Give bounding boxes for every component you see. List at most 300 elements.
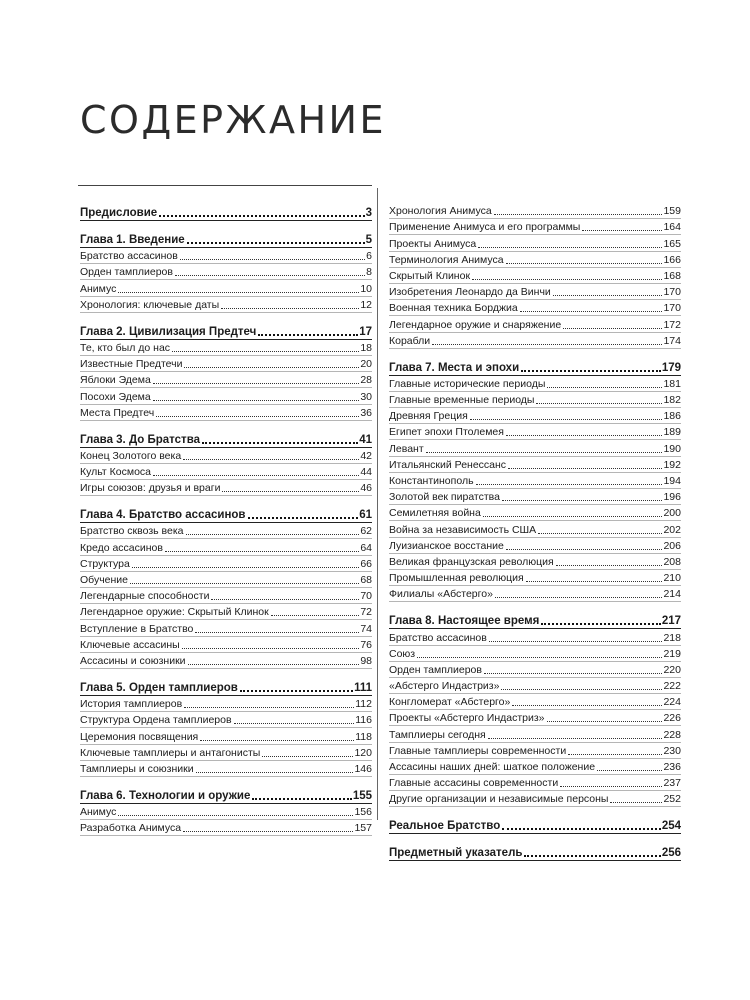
toc-entry-label: Тамплиеры сегодня bbox=[389, 728, 486, 741]
toc-entry-page-number: 5 bbox=[365, 234, 372, 246]
toc-entry-page-number: 3 bbox=[365, 207, 372, 219]
toc-entry-label: Тамплиеры и союзники bbox=[80, 762, 194, 775]
toc-chapter-entry[interactable] bbox=[389, 611, 681, 629]
toc-entry-label: Глава 7. Места и эпохи bbox=[389, 361, 520, 374]
toc-section-entry[interactable] bbox=[389, 521, 681, 537]
toc-entry-label: Известные Предтечи bbox=[80, 358, 183, 371]
toc-entry-page-number: 42 bbox=[360, 449, 372, 462]
section-gap bbox=[80, 421, 372, 430]
dot-leader bbox=[495, 597, 663, 598]
toc-entry-page-number: 192 bbox=[663, 458, 681, 471]
toc-section-entry[interactable] bbox=[389, 570, 681, 586]
toc-entry-page-number: 155 bbox=[352, 789, 372, 802]
toc-section-entry[interactable] bbox=[389, 235, 681, 251]
toc-entry-page-number: 118 bbox=[355, 730, 372, 743]
section-gap bbox=[80, 777, 372, 786]
toc-entry-label: Те, кто был до нас bbox=[80, 341, 171, 354]
toc-section-entry[interactable] bbox=[389, 376, 681, 392]
toc-section-entry[interactable] bbox=[389, 252, 681, 268]
dot-leader bbox=[211, 599, 359, 600]
toc-entry-label: Союз bbox=[389, 647, 416, 660]
toc-entry-label: Предметный указатель bbox=[389, 847, 523, 860]
toc-entry-label: Главные ассасины современности bbox=[389, 777, 559, 790]
toc-entry-label: Другие организации и независимые персоны bbox=[389, 793, 609, 806]
dot-leader bbox=[240, 690, 353, 692]
dot-leader bbox=[188, 664, 360, 665]
toc-left-column bbox=[80, 203, 372, 836]
toc-section-entry[interactable] bbox=[389, 457, 681, 473]
toc-right-column bbox=[389, 203, 681, 861]
toc-entry-page-number: 116 bbox=[355, 714, 372, 727]
dot-leader bbox=[165, 551, 359, 552]
dot-leader bbox=[484, 673, 662, 674]
section-gap bbox=[389, 349, 681, 358]
dot-leader bbox=[476, 484, 663, 485]
toc-entry-label: Яблоки Эдема bbox=[80, 374, 151, 387]
section-gap bbox=[80, 313, 372, 322]
toc-section-entry[interactable] bbox=[80, 556, 372, 572]
toc-entry-page-number: 36 bbox=[360, 406, 372, 419]
toc-section-entry[interactable] bbox=[389, 726, 681, 742]
toc-entry-label: Легендарные способности bbox=[80, 590, 210, 603]
toc-section-entry[interactable] bbox=[389, 300, 681, 316]
toc-entry-page-number: 166 bbox=[663, 253, 681, 266]
toc-entry-page-number: 194 bbox=[663, 475, 681, 487]
toc-entry-label: Война за независимость США bbox=[389, 523, 537, 536]
toc-section-entry[interactable] bbox=[389, 743, 681, 759]
dot-leader bbox=[175, 275, 365, 276]
toc-chapter-entry[interactable] bbox=[80, 322, 372, 340]
toc-entry-label: Структура bbox=[80, 557, 130, 570]
dot-leader bbox=[568, 754, 662, 755]
dot-leader bbox=[563, 328, 662, 329]
toc-entry-page-number: 111 bbox=[354, 681, 372, 694]
toc-entry-page-number: 210 bbox=[663, 572, 681, 585]
dot-leader bbox=[556, 565, 663, 566]
toc-entry-page-number: 206 bbox=[663, 539, 681, 552]
toc-entry-page-number: 220 bbox=[663, 663, 681, 676]
toc-entry-label: Орден тамплиеров bbox=[80, 266, 173, 279]
dot-leader bbox=[184, 367, 359, 368]
toc-section-entry[interactable] bbox=[389, 203, 681, 219]
toc-entry-page-number: 64 bbox=[360, 541, 372, 554]
toc-entry-page-number: 159 bbox=[663, 205, 681, 218]
toc-entry-label: Левант bbox=[389, 442, 424, 455]
toc-section-entry[interactable] bbox=[80, 728, 372, 744]
toc-entry-label: Золотой век пиратства bbox=[389, 491, 500, 504]
toc-section-entry[interactable] bbox=[389, 554, 681, 570]
toc-section-entry[interactable] bbox=[80, 464, 372, 480]
dot-leader bbox=[432, 344, 662, 345]
dot-leader bbox=[195, 632, 359, 633]
toc-entry-page-number: 236 bbox=[663, 761, 681, 773]
dot-leader bbox=[221, 308, 359, 309]
dot-leader bbox=[541, 623, 660, 625]
toc-entry-label: Военная техника Борджиа bbox=[389, 302, 518, 315]
toc-section-entry[interactable] bbox=[80, 388, 372, 404]
toc-entry-label: Предисловие bbox=[80, 207, 158, 219]
toc-entry-page-number: 186 bbox=[663, 410, 681, 423]
dot-leader bbox=[547, 721, 663, 722]
toc-entry-page-number: 61 bbox=[359, 509, 372, 522]
toc-entry-label: Итальянский Ренессанс bbox=[389, 458, 507, 471]
toc-section-entry[interactable] bbox=[80, 280, 372, 296]
toc-entry-label: Скрытый Клинок bbox=[389, 269, 471, 282]
dot-leader bbox=[582, 230, 662, 231]
toc-section-entry[interactable] bbox=[389, 392, 681, 408]
toc-entry-label: Глава 4. Братство ассасинов bbox=[80, 509, 246, 522]
toc-entry-page-number: 230 bbox=[663, 744, 681, 757]
dot-leader bbox=[472, 279, 662, 280]
toc-entry-page-number: 237 bbox=[663, 777, 681, 790]
toc-section-entry[interactable] bbox=[80, 356, 372, 372]
section-gap bbox=[389, 807, 681, 816]
toc-entry-page-number: 28 bbox=[360, 374, 372, 387]
toc-section-entry[interactable] bbox=[389, 586, 681, 602]
toc-entry-page-number: 219 bbox=[663, 647, 681, 660]
toc-entry-label: Конец Золотого века bbox=[80, 449, 182, 462]
toc-entry-page-number: 6 bbox=[366, 250, 372, 263]
toc-entry-label: Луизианское восстание bbox=[389, 539, 504, 552]
section-gap bbox=[389, 834, 681, 843]
dot-leader bbox=[222, 491, 359, 492]
toc-entry-page-number: 164 bbox=[663, 221, 681, 234]
toc-entry-label: Глава 6. Технологии и оружие bbox=[80, 789, 251, 802]
section-gap bbox=[80, 496, 372, 505]
toc-entry-label: Культ Космоса bbox=[80, 466, 151, 479]
toc-section-entry[interactable] bbox=[80, 405, 372, 421]
toc-chapter-entry[interactable] bbox=[389, 843, 681, 861]
dot-leader bbox=[118, 815, 353, 816]
toc-entry-page-number: 18 bbox=[360, 341, 372, 354]
toc-section-entry[interactable] bbox=[80, 604, 372, 620]
toc-section-entry[interactable] bbox=[80, 696, 372, 712]
dot-leader bbox=[508, 468, 662, 469]
toc-entry-page-number: 76 bbox=[360, 638, 372, 651]
toc-entry-page-number: 46 bbox=[360, 482, 372, 495]
toc-section-entry[interactable] bbox=[389, 505, 681, 521]
toc-chapter-entry[interactable] bbox=[80, 678, 372, 696]
toc-entry-label: Кредо ассасинов bbox=[80, 541, 163, 554]
dot-leader bbox=[512, 705, 662, 706]
toc-entry-page-number: 202 bbox=[663, 523, 681, 536]
toc-entry-label: Глава 1. Введение bbox=[80, 234, 185, 246]
dot-leader bbox=[489, 641, 663, 642]
dot-leader bbox=[187, 242, 365, 244]
toc-entry-label: Изобретения Леонардо да Винчи bbox=[389, 286, 551, 299]
dot-leader bbox=[597, 770, 662, 771]
toc-chapter-entry[interactable] bbox=[80, 505, 372, 523]
dot-leader bbox=[130, 583, 359, 584]
toc-section-entry[interactable] bbox=[389, 662, 681, 678]
dot-leader bbox=[248, 517, 359, 519]
dot-leader bbox=[521, 370, 661, 372]
dot-leader bbox=[506, 263, 663, 264]
toc-entry-page-number: 74 bbox=[360, 622, 372, 635]
dot-leader bbox=[502, 828, 661, 830]
toc-entry-page-number: 8 bbox=[366, 266, 372, 279]
toc-section-entry[interactable] bbox=[389, 694, 681, 710]
toc-entry-label: «Абстерго Индастриз» bbox=[389, 680, 500, 693]
toc-entry-label: Орден тамплиеров bbox=[389, 663, 482, 676]
toc-section-entry[interactable] bbox=[389, 710, 681, 726]
column-divider bbox=[377, 188, 378, 820]
dot-leader bbox=[202, 442, 358, 444]
toc-section-entry[interactable] bbox=[389, 775, 681, 791]
toc-chapter-entry[interactable] bbox=[80, 230, 372, 248]
dot-leader bbox=[156, 416, 359, 417]
toc-entry-label: Промышленная революция bbox=[389, 572, 524, 585]
toc-chapter-entry[interactable] bbox=[389, 358, 681, 376]
dot-leader bbox=[502, 500, 662, 501]
toc-entry-page-number: 228 bbox=[663, 728, 681, 741]
toc-entry-page-number: 182 bbox=[663, 394, 681, 407]
toc-section-entry[interactable] bbox=[389, 424, 681, 440]
toc-section-entry[interactable] bbox=[80, 637, 372, 653]
toc-entry-page-number: 174 bbox=[663, 334, 681, 347]
toc-entry-label: Семилетняя война bbox=[389, 507, 481, 520]
toc-entry-label: Игры союзов: друзья и враги bbox=[80, 482, 221, 495]
toc-entry-label: Главные тамплиеры современности bbox=[389, 744, 567, 757]
toc-entry-page-number: 10 bbox=[360, 282, 372, 295]
toc-entry-label: Братство ассасинов bbox=[80, 250, 178, 263]
toc-entry-page-number: 170 bbox=[663, 302, 681, 315]
toc-entry-label: Братство ассасинов bbox=[389, 631, 487, 644]
toc-entry-label: Анимус bbox=[80, 282, 117, 295]
dot-leader bbox=[538, 533, 662, 534]
dot-leader bbox=[553, 295, 663, 296]
dot-leader bbox=[153, 400, 360, 401]
toc-section-entry[interactable] bbox=[80, 620, 372, 636]
toc-entry-label: Легендарное оружие: Скрытый Клинок bbox=[80, 606, 269, 619]
toc-section-entry[interactable] bbox=[389, 316, 681, 332]
toc-chapter-entry[interactable] bbox=[80, 786, 372, 804]
toc-entry-page-number: 156 bbox=[354, 806, 372, 819]
toc-entry-label: Великая французская революция bbox=[389, 555, 554, 568]
dot-leader bbox=[506, 435, 663, 436]
toc-entry-page-number: 222 bbox=[663, 680, 681, 693]
toc-entry-page-number: 168 bbox=[663, 269, 681, 282]
toc-entry-page-number: 157 bbox=[354, 822, 372, 835]
dot-leader bbox=[478, 247, 662, 248]
toc-entry-label: Реальное Братство bbox=[389, 820, 501, 833]
toc-entry-label: Корабли bbox=[389, 334, 431, 347]
toc-section-entry[interactable] bbox=[389, 629, 681, 645]
dot-leader bbox=[417, 657, 662, 658]
dot-leader bbox=[262, 756, 353, 757]
toc-entry-page-number: 172 bbox=[663, 318, 681, 331]
toc-entry-label: Глава 3. До Братства bbox=[80, 433, 201, 446]
toc-section-entry[interactable] bbox=[80, 480, 372, 496]
dot-leader bbox=[524, 855, 660, 857]
toc-entry-page-number: 170 bbox=[663, 286, 681, 299]
toc-entry-page-number: 98 bbox=[360, 654, 372, 667]
toc-section-entry[interactable] bbox=[80, 712, 372, 728]
toc-entry-page-number: 165 bbox=[663, 237, 681, 250]
dot-leader bbox=[196, 772, 354, 773]
toc-entry-label: Главные исторические периоды bbox=[389, 377, 546, 390]
toc-entry-page-number: 70 bbox=[360, 590, 372, 603]
toc-entry-label: Глава 8. Настоящее время bbox=[389, 615, 540, 628]
toc-entry-page-number: 224 bbox=[663, 696, 681, 709]
toc-entry-page-number: 256 bbox=[661, 847, 681, 860]
section-gap bbox=[389, 602, 681, 611]
toc-section-entry[interactable] bbox=[389, 333, 681, 349]
dot-leader bbox=[118, 292, 359, 293]
toc-entry-label: Глава 5. Орден тамплиеров bbox=[80, 681, 238, 694]
toc-entry-label: Филиалы «Абстерго» bbox=[389, 588, 493, 601]
dot-leader bbox=[536, 403, 662, 404]
toc-section-entry[interactable] bbox=[80, 523, 372, 539]
dot-leader bbox=[186, 534, 360, 535]
toc-entry-label: Древняя Греция bbox=[389, 410, 468, 423]
toc-entry-label: Хронология Анимуса bbox=[389, 205, 492, 218]
toc-entry-label: Проекты «Абстерго Индастриз» bbox=[389, 712, 545, 725]
toc-entry-label: Ключевые ассасины bbox=[80, 638, 180, 651]
toc-entry-label: История тамплиеров bbox=[80, 698, 183, 711]
section-gap bbox=[80, 669, 372, 678]
toc-chapter-entry[interactable] bbox=[80, 430, 372, 448]
toc-section-entry[interactable] bbox=[389, 678, 681, 694]
toc-section-entry[interactable] bbox=[389, 219, 681, 235]
dot-leader bbox=[252, 798, 351, 800]
dot-leader bbox=[234, 723, 355, 724]
toc-entry-page-number: 66 bbox=[360, 557, 372, 570]
toc-entry-label: Посохи Эдема bbox=[80, 390, 151, 403]
toc-entry-page-number: 189 bbox=[663, 426, 681, 439]
toc-section-entry[interactable] bbox=[389, 284, 681, 300]
toc-entry-page-number: 44 bbox=[360, 466, 372, 479]
dot-leader bbox=[184, 707, 354, 708]
toc-entry-label: Церемония посвящения bbox=[80, 730, 199, 743]
dot-leader bbox=[470, 419, 663, 420]
dot-leader bbox=[488, 738, 663, 739]
toc-entry-label: Легендарное оружие и снаряжение bbox=[389, 318, 562, 331]
toc-entry-page-number: 181 bbox=[663, 377, 681, 390]
dot-leader bbox=[526, 581, 663, 582]
dot-leader bbox=[426, 452, 663, 453]
dot-leader bbox=[132, 567, 359, 568]
toc-entry-page-number: 214 bbox=[663, 588, 681, 601]
toc-section-entry[interactable] bbox=[80, 588, 372, 604]
toc-entry-label: Анимус bbox=[80, 806, 117, 819]
dot-leader bbox=[483, 516, 663, 517]
toc-entry-label: Места Предтеч bbox=[80, 406, 155, 419]
toc-section-entry[interactable] bbox=[389, 538, 681, 554]
toc-chapter-entry[interactable] bbox=[389, 816, 681, 834]
toc-entry-page-number: 62 bbox=[360, 525, 372, 538]
toc-entry-page-number: 252 bbox=[663, 793, 681, 806]
dot-leader bbox=[494, 214, 663, 215]
toc-entry-label: Вступление в Братство bbox=[80, 622, 194, 635]
toc-section-entry[interactable] bbox=[80, 539, 372, 555]
dot-leader bbox=[182, 648, 360, 649]
toc-section-entry[interactable] bbox=[389, 489, 681, 505]
dot-leader bbox=[520, 311, 663, 312]
toc-entry-page-number: 146 bbox=[354, 762, 372, 775]
toc-entry-label: Конгломерат «Абстерго» bbox=[389, 696, 511, 709]
toc-entry-label: Константинополь bbox=[389, 475, 474, 487]
toc-section-entry[interactable] bbox=[80, 297, 372, 313]
dot-leader bbox=[172, 351, 359, 352]
toc-entry-label: Глава 2. Цивилизация Предтеч bbox=[80, 325, 257, 338]
dot-leader bbox=[506, 549, 663, 550]
toc-entry-page-number: 217 bbox=[661, 615, 681, 628]
toc-section-entry[interactable] bbox=[80, 448, 372, 464]
toc-entry-label: Разработка Анимуса bbox=[80, 822, 182, 835]
toc-entry-label: Ассасины наших дней: шаткое положение bbox=[389, 761, 596, 773]
toc-entry-page-number: 30 bbox=[360, 390, 372, 403]
toc-entry-page-number: 17 bbox=[359, 325, 372, 338]
toc-section-entry[interactable] bbox=[80, 745, 372, 761]
toc-section-entry[interactable] bbox=[389, 791, 681, 807]
page-title: СОДЕРЖАНИЕ bbox=[80, 98, 386, 142]
toc-section-entry[interactable] bbox=[80, 653, 372, 669]
toc-entry-page-number: 226 bbox=[663, 712, 681, 725]
toc-entry-label: Египет эпохи Птолемея bbox=[389, 426, 504, 439]
toc-chapter-entry[interactable] bbox=[80, 203, 372, 221]
dot-leader bbox=[153, 383, 360, 384]
toc-section-entry[interactable] bbox=[80, 804, 372, 820]
toc-entry-page-number: 72 bbox=[360, 606, 372, 619]
toc-section-entry[interactable] bbox=[389, 646, 681, 662]
toc-entry-label: Хронология: ключевые даты bbox=[80, 298, 220, 311]
toc-entry-label: Структура Ордена тамплиеров bbox=[80, 714, 232, 727]
toc-section-entry[interactable] bbox=[80, 372, 372, 388]
toc-entry-page-number: 190 bbox=[663, 442, 681, 455]
dot-leader bbox=[560, 786, 662, 787]
dot-leader bbox=[153, 475, 359, 476]
toc-section-entry[interactable] bbox=[389, 759, 681, 775]
dot-leader bbox=[271, 615, 360, 616]
toc-section-entry[interactable] bbox=[80, 248, 372, 264]
dot-leader bbox=[547, 387, 662, 388]
toc-entry-page-number: 218 bbox=[663, 631, 681, 644]
dot-leader bbox=[610, 802, 662, 803]
toc-section-entry[interactable] bbox=[80, 761, 372, 777]
toc-entry-page-number: 41 bbox=[359, 433, 372, 446]
toc-entry-label: Ассасины и союзники bbox=[80, 654, 186, 667]
toc-entry-page-number: 179 bbox=[661, 361, 681, 374]
toc-section-entry[interactable] bbox=[80, 264, 372, 280]
toc-section-entry[interactable] bbox=[389, 268, 681, 284]
toc-section-entry[interactable] bbox=[389, 473, 681, 489]
toc-entry-label: Проекты Анимуса bbox=[389, 237, 477, 250]
toc-entry-label: Братство сквозь века bbox=[80, 525, 184, 538]
toc-section-entry[interactable] bbox=[389, 440, 681, 456]
toc-entry-page-number: 254 bbox=[661, 820, 681, 833]
dot-leader bbox=[501, 689, 662, 690]
dot-leader bbox=[258, 334, 358, 336]
toc-entry-label: Ключевые тамплиеры и антагонисты bbox=[80, 746, 261, 759]
dot-leader bbox=[183, 459, 359, 460]
toc-entry-page-number: 200 bbox=[663, 507, 681, 520]
toc-section-entry[interactable] bbox=[389, 408, 681, 424]
dot-leader bbox=[159, 215, 364, 217]
toc-section-entry[interactable] bbox=[80, 820, 372, 836]
toc-entry-page-number: 112 bbox=[355, 698, 372, 711]
toc-entry-page-number: 208 bbox=[663, 555, 681, 568]
toc-section-entry[interactable] bbox=[80, 572, 372, 588]
section-gap bbox=[80, 221, 372, 230]
toc-entry-page-number: 20 bbox=[360, 358, 372, 371]
title-divider bbox=[78, 185, 372, 186]
toc-entry-label: Главные временные периоды bbox=[389, 394, 535, 407]
toc-section-entry[interactable] bbox=[80, 340, 372, 356]
toc-entry-page-number: 12 bbox=[360, 298, 372, 311]
dot-leader bbox=[183, 831, 353, 832]
toc-entry-page-number: 196 bbox=[663, 491, 681, 504]
